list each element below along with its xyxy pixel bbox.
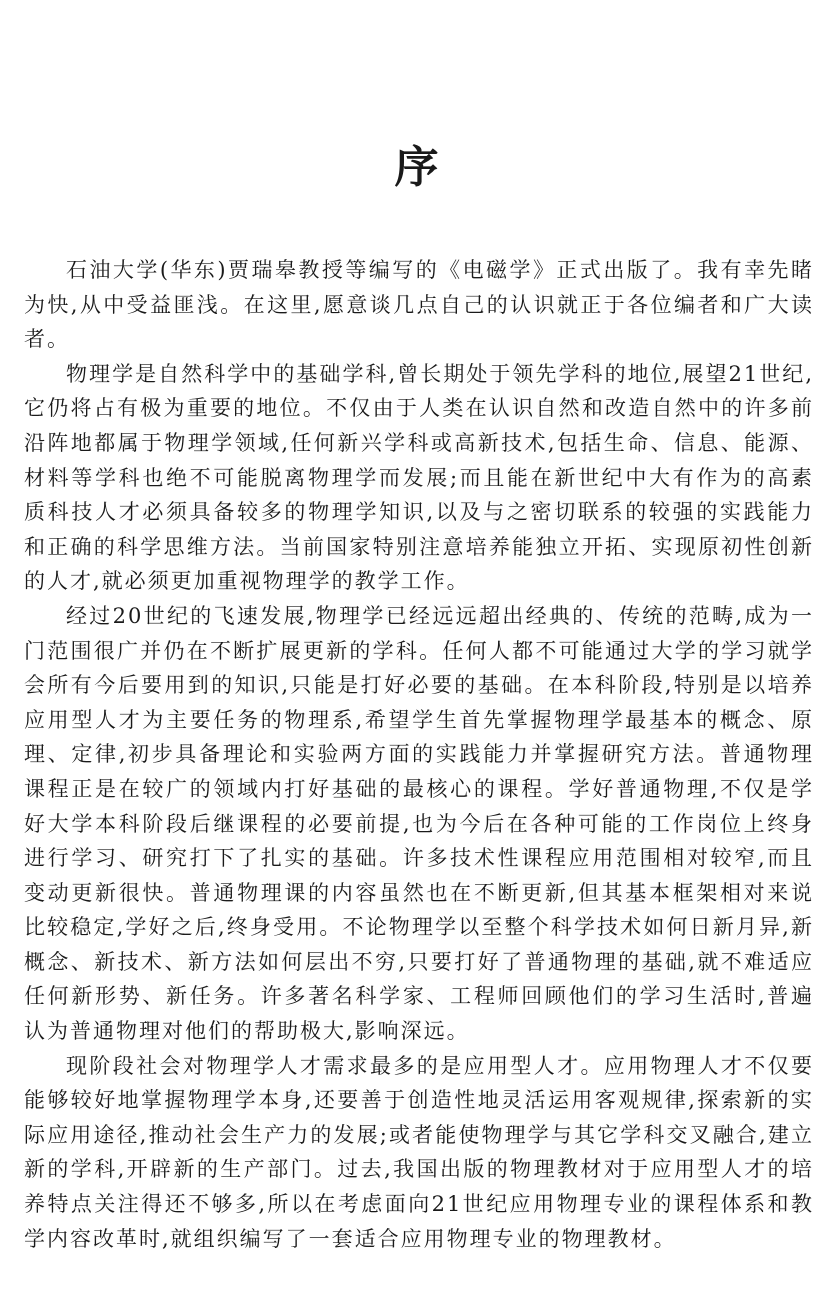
page-title: 序 [394, 142, 441, 193]
paragraph-3: 经过20世纪的飞速发展,物理学已经远远超出经典的、传统的范畴,成为一门范围很广并仍在不断扩展更新的学科。任何人都不可能通过大学的学习就学会所有今后要用到的知识,只能是打好必要的基础。在本科阶段,特别是以培养应用型人才为主要任务的物理系,希望学生首先掌握物理学最基本的概念、原理、定律,初步具备理论和实验两方面的实践能力并掌握研究方法。普通物理课程正是在较广的领域内打好基础的最核心的课程。学好普通物理,不仅是学好大学本科阶段后继课程的必要前提,也为今后在各种可能的工作岗位上终身进行学习、研究打下了扎实的基础。许多技术性课程应用范围相对较窄,而且变动更新很快。普通物理课的内容虽然也在不断更新,但其基本框架相对来说比较稳定,学好之后,终身受用。不论物理学以至整个科学技术如何日新月异,新概念、新技术、新方法如何层出不穷,只要打好了普通物理的基础,就不难适应任何新形势、新任务。许多著名科学家、工程师回顾他们的学习生活时,普遍认为普通物理对他们的帮助极大,影响深远。 [24, 603, 814, 1044]
paragraph-1: 石油大学(华东)贾瑞皋教授等编写的《电磁学》正式出版了。我有幸先睹为快,从中受益匪浅。在这里,愿意谈几点自己的认识就正于各位编者和广大读者。 [24, 258, 814, 352]
preface-body [24, 253, 814, 1256]
paragraph-4: 现阶段社会对物理学人才需求最多的是应用型人才。应用物理人才不仅要能够较好地掌握物理学本身,还要善于创造性地灵活运用客观规律,探索新的实际应用途径,推动社会生产力的发展;或者能使物理学与其它学科交叉融合,建立新的学科,开辟新的生产部门。过去,我国出版的物理教材对于应用型人才的培养特点关注得还不够多,所以在考虑面向21世纪应用物理专业的课程体系和教学内容改革时,就组织编写了一套适合应用物理专业的物理教材。 [24, 1053, 814, 1251]
paragraph-2: 物理学是自然科学中的基础学科,曾长期处于领先学科的地位,展望21世纪,它仍将占有极为重要的地位。不仅由于人类在认识自然和改造自然中的许多前沿阵地都属于物理学领域,任何新兴学科或高新技术,包括生命、信息、能源、材料等学科也绝不可能脱离物理学而发展;而且能在新世纪中大有作为的高素质科技人才必须具备较多的物理学知识,以及与之密切联系的较强的实践能力和正确的科学思维方法。当前国家特别注意培养能独立开拓、实现原初性创新的人才,就必须更加重视物理学的教学工作。 [24, 361, 814, 594]
